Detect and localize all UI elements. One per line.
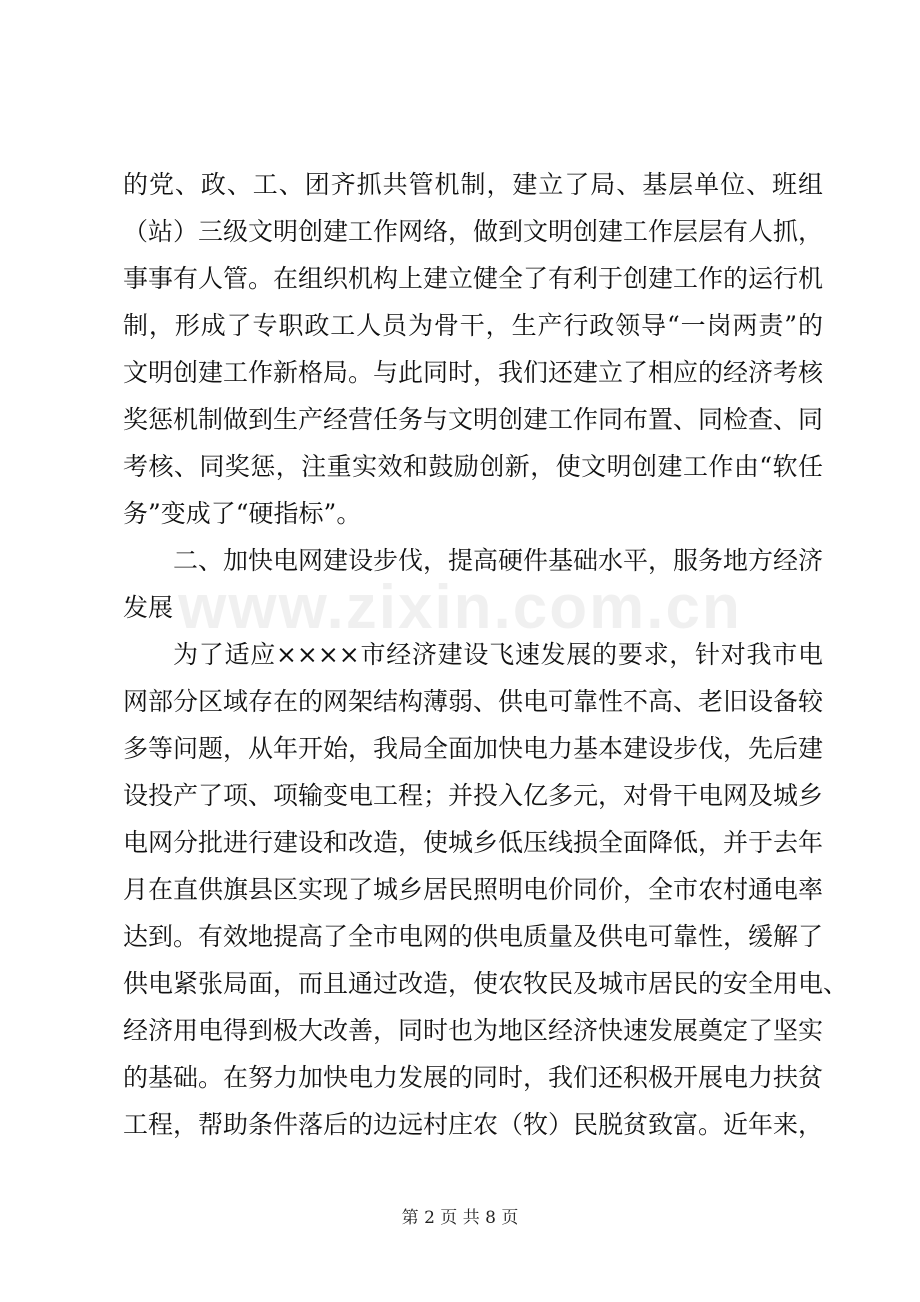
text-line: （站）三级文明创建工作网络，做到文明创建工作层层有人抓， [123,217,824,246]
text-line: 工程，帮助条件落后的边远村庄农（牧）民脱贫致富。近年来， [123,1110,824,1139]
text-line: 网部分区域存在的网架结构薄弱、供电可靠性不高、老旧设备较 [123,687,824,716]
text-line: 事事有人管。在组织机构上建立健全了有利于创建工作的运行机 [123,264,824,293]
text-line: 电网分批进行建设和改造，使城乡低压线损全面降低，并于去年 [123,828,824,857]
page-number-footer: 第 2 页 共 8 页 [401,1208,519,1228]
text-line: 制，形成了专职政工人员为骨干，生产行政领导“一岗两责”的 [123,311,823,340]
text-line: 的党、政、工、团齐抓共管机制，建立了局、基层单位、班组 [123,170,823,199]
watermark: www.zixin.com.cn [178,573,742,642]
text-line: 设投产了项、项输变电工程；并投入亿多元，对骨干电网及城乡 [123,781,824,810]
text-line: 的基础。在努力加快电力发展的同时，我们还积极开展电力扶贫 [123,1063,824,1092]
text-line: 务”变成了“硬指标”。 [123,499,362,528]
text-line: 考核、同奖惩，注重实效和鼓励创新，使文明创建工作由“软任 [123,452,823,481]
text-line: 月在直供旗县区实现了城乡居民照明电价同价，全市农村通电率 [123,875,824,904]
section-heading-continued: 发展 [123,593,174,622]
text-line: 为了适应××××市经济建设飞速发展的要求，针对我市电 [173,640,823,669]
text-line: 供电紧张局面，而且通过改造，使农牧民及城市居民的安全用电、 [123,969,849,998]
text-line: 多等问题，从年开始，我局全面加快电力基本建设步伐，先后建 [123,734,824,763]
text-line: 经济用电得到极大改善，同时也为地区经济快速发展奠定了坚实 [123,1016,824,1045]
text-line: 达到。有效地提高了全市电网的供电质量及供电可靠性，缓解了 [123,922,824,951]
text-line: 文明创建工作新格局。与此同时，我们还建立了相应的经济考核 [123,358,824,387]
section-heading: 二、加快电网建设步伐，提高硬件基础水平，服务地方经济 [173,546,824,575]
text-line: 奖惩机制做到生产经营任务与文明创建工作同布置、同检查、同 [123,405,824,434]
